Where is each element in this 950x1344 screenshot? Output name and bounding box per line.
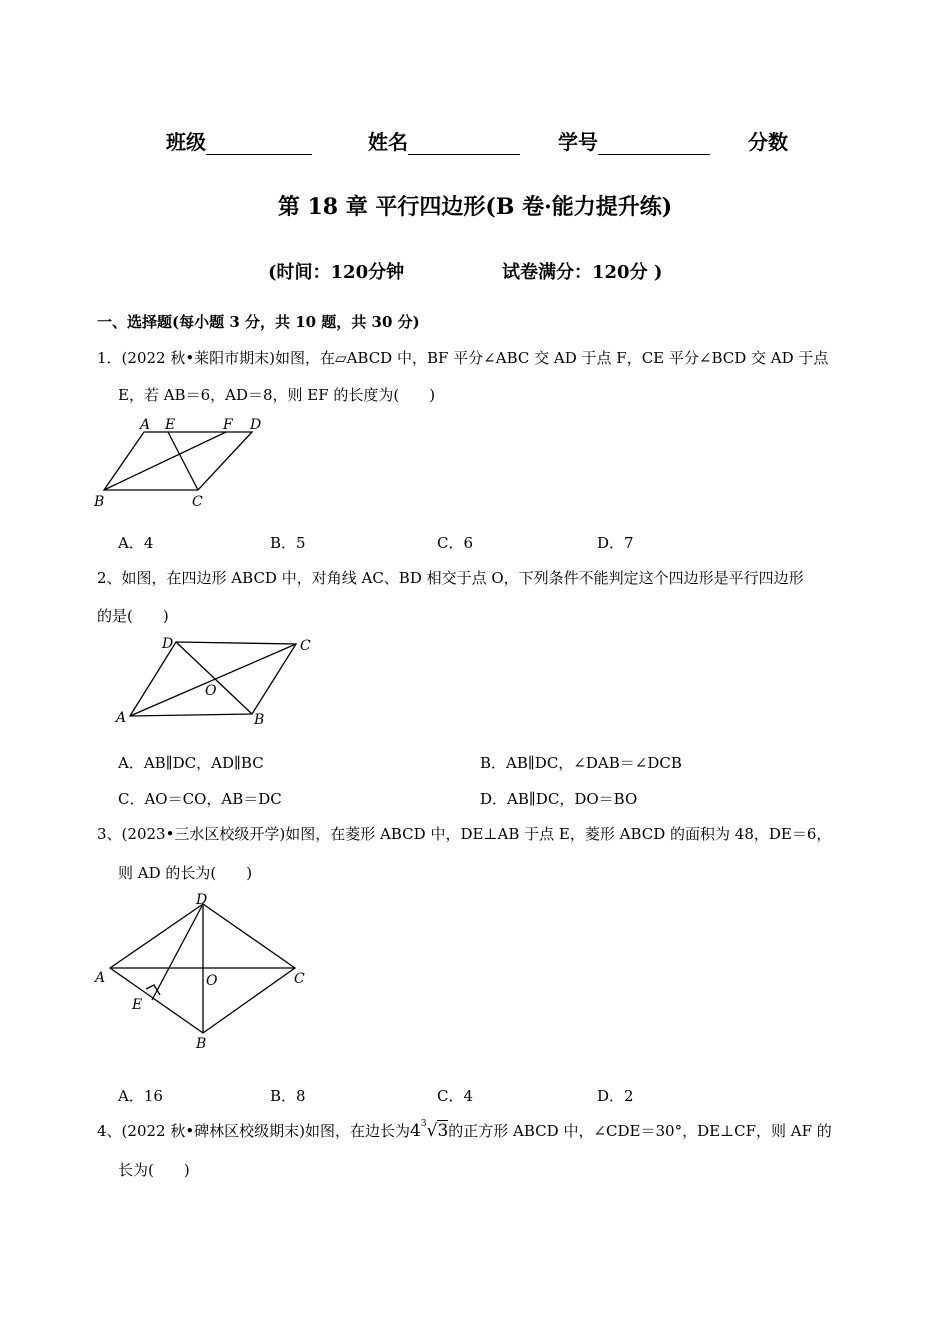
- q4-radical-index: 3: [420, 1119, 427, 1129]
- q3-label-a: A: [95, 970, 106, 986]
- q3-label-o: O: [206, 973, 218, 989]
- id-field: [558, 126, 710, 155]
- q1-label-d: D: [250, 417, 262, 433]
- q2-label-c: C: [300, 638, 311, 654]
- q3-line1: 3、(2023•三水区校级开学)如图，在菱形 ABCD 中，DE⊥AB 于点 E，菱形 ABCD 的面积为 48，DE＝6，: [97, 825, 832, 843]
- q3-label-c: C: [294, 971, 305, 987]
- q2-figure: [110, 630, 325, 730]
- page-title: 第 18 章 平行四边形(B 卷·能力提升练): [277, 194, 673, 220]
- name-label: 姓名: [368, 130, 408, 154]
- q2-label-b: B: [254, 712, 265, 728]
- q1-option-b[interactable]: B．5: [270, 534, 306, 552]
- q1-option-c[interactable]: C．6: [437, 534, 474, 552]
- q3-label-d: D: [196, 892, 208, 908]
- q2-line2: 的是( ): [97, 607, 169, 625]
- q1-line2: E，若 AB＝6，AD＝8，则 EF 的长度为( ): [118, 386, 436, 404]
- q2-line1: 2、如图，在四边形 ABCD 中，对角线 AC、BD 相交于点 O，下列条件不能判定这个四边形是平行四边形: [97, 569, 804, 587]
- q1-label-b: B: [94, 494, 105, 510]
- q2-option-a[interactable]: A．AB∥DC，AD∥BC: [118, 754, 264, 772]
- q3-option-a[interactable]: A．16: [118, 1087, 163, 1105]
- q3-option-b[interactable]: B．8: [270, 1087, 306, 1105]
- section-heading: 一、选择题(每小题 3 分，共 10 题，共 30 分): [97, 313, 420, 331]
- q4-radical: [410, 1121, 448, 1141]
- q3-label-b: B: [196, 1036, 207, 1052]
- score-field: [748, 126, 788, 155]
- class-label: 班级: [166, 130, 206, 154]
- q2-label-a: A: [116, 710, 127, 726]
- q4-radical-coef: 4: [410, 1121, 421, 1141]
- q2-option-d[interactable]: D．AB∥DC，DO＝BO: [480, 790, 638, 808]
- q1-label-e: E: [165, 417, 176, 433]
- name-blank[interactable]: [408, 134, 520, 155]
- q1-option-d[interactable]: D．7: [597, 534, 634, 552]
- q1-label-a: A: [140, 417, 151, 433]
- score-label: 分数: [748, 130, 788, 154]
- id-blank[interactable]: [598, 134, 710, 155]
- q1-label-c: C: [192, 494, 203, 510]
- time-info: (时间：120分钟: [268, 262, 405, 283]
- score-info: 试卷满分：120分 ): [502, 262, 663, 283]
- q1-figure: [90, 410, 280, 515]
- q1-option-a[interactable]: A．4: [118, 534, 154, 552]
- q3-option-c[interactable]: C．4: [437, 1087, 474, 1105]
- radical-icon: √: [426, 1121, 438, 1141]
- q1-line1: 1．(2022 秋•莱阳市期末)如图，在▱ABCD 中，BF 平分∠ABC 交 AD 于点 F，CE 平分∠BCD 交 AD 于点: [97, 349, 829, 367]
- q2-option-b[interactable]: B．AB∥DC，∠DAB＝∠DCB: [480, 754, 682, 772]
- q2-label-o: O: [205, 683, 217, 699]
- q4-line2: 长为( ): [118, 1161, 190, 1179]
- q1-label-f: F: [223, 417, 233, 433]
- class-blank[interactable]: [206, 134, 312, 155]
- q4-line1-end: 的正方形 ABCD 中，∠CDE＝30°，DE⊥CF，则 AF 的: [448, 1122, 832, 1140]
- name-field: [368, 126, 520, 155]
- q4-line1: [97, 1119, 832, 1141]
- q3-figure: [90, 888, 315, 1053]
- q3-line2: 则 AD 的长为( ): [118, 864, 253, 882]
- q4-line1-start: 4、(2022 秋•碑林区校级期末)如图，在边长为: [97, 1122, 411, 1140]
- q3-option-d[interactable]: D．2: [597, 1087, 634, 1105]
- q3-label-e: E: [132, 997, 143, 1013]
- q2-option-c[interactable]: C．AO＝CO，AB＝DC: [118, 790, 282, 808]
- q4-radical-arg: 3: [437, 1121, 449, 1141]
- q2-label-d: D: [162, 636, 174, 652]
- id-label: 学号: [558, 130, 598, 154]
- class-field: [166, 126, 312, 155]
